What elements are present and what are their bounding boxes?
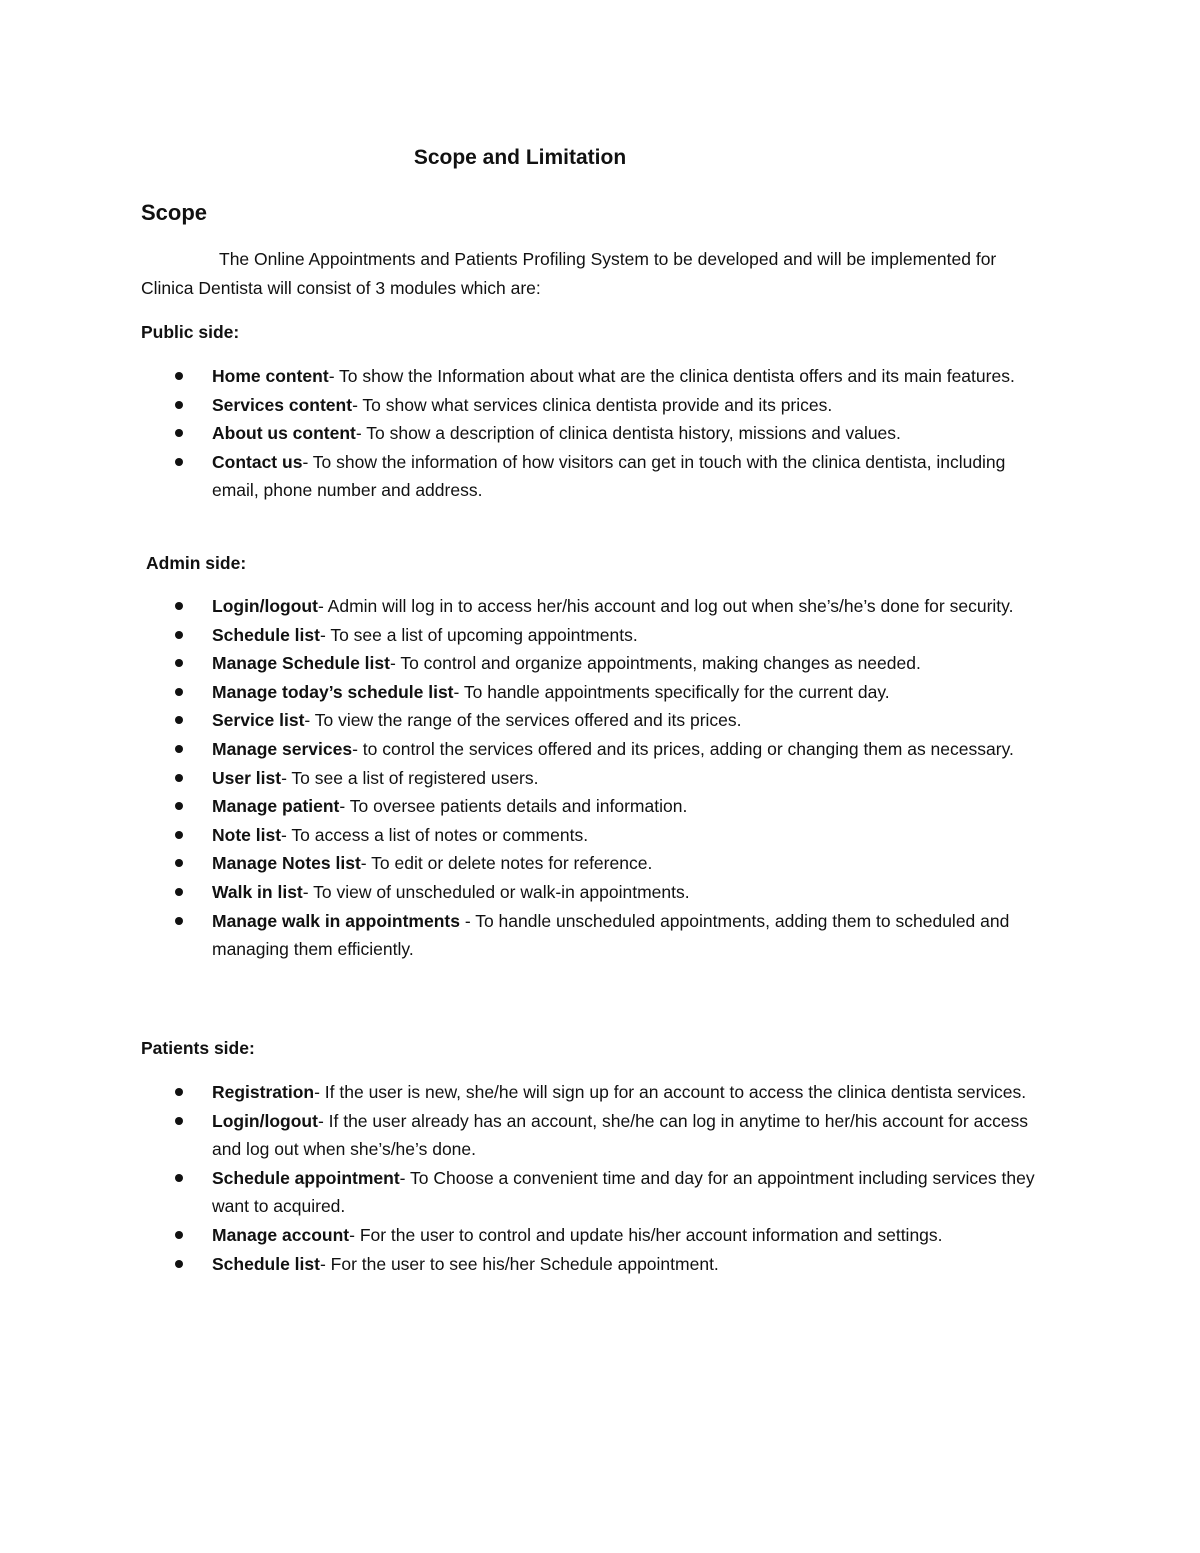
item-description: - To show a description of clinica dentista history, missions and values. <box>355 423 901 444</box>
item-term: Schedule list <box>212 1253 320 1274</box>
group-heading-admin: Admin side: <box>146 553 247 573</box>
bullet-icon <box>175 1231 183 1239</box>
list-item <box>0 1078 1052 1107</box>
list-item <box>0 678 1052 707</box>
bullet-icon <box>175 1174 183 1182</box>
item-description: - To show the information of how visitors can get in touch with the clinica dentista, including email, phone number and address. <box>212 451 1006 501</box>
item-description: - To handle appointments specifically for the current day. <box>453 681 890 702</box>
item-term: Walk in list <box>212 881 303 902</box>
item-description: - To edit or delete notes for reference. <box>360 853 653 874</box>
bullet-icon <box>175 859 183 867</box>
bullet-icon <box>175 802 183 810</box>
bullet-icon <box>175 458 183 466</box>
bullet-icon <box>175 688 183 696</box>
group-heading-public: Public side: <box>141 322 240 342</box>
bullet-icon <box>175 401 183 409</box>
group-heading-patients: Patients side: <box>141 1038 255 1058</box>
item-description: - If the user is new, she/he will sign up for an account to access the clinica dentista services. <box>314 1082 1027 1102</box>
list-item <box>0 735 1052 764</box>
bullet-icon <box>175 1117 183 1125</box>
item-term: Manage account <box>212 1224 350 1245</box>
list-item <box>0 362 1052 391</box>
item-description: - Admin will log in to access her/his account and log out when she’s/he’s done for security. <box>317 596 1014 616</box>
item-term: Schedule list <box>212 624 320 645</box>
item-description: - To oversee patients details and information. <box>339 796 688 817</box>
list-item <box>0 764 1052 793</box>
bullet-icon <box>175 774 183 782</box>
item-term: Login/logout <box>212 596 318 616</box>
public-side-list <box>0 362 1060 505</box>
item-term: Manage Schedule list <box>212 653 390 674</box>
item-term: Login/logout <box>212 1110 318 1131</box>
item-description: - To access a list of notes or comments. <box>281 824 589 845</box>
item-description: - For the user to control and update his/her account information and settings. <box>349 1224 943 1245</box>
bullet-icon <box>175 429 183 437</box>
list-item <box>0 1221 1052 1250</box>
item-description: - To control and organize appointments, making changes as needed. <box>389 653 921 674</box>
item-description: - To show what services clinica dentista provide and its prices. <box>352 394 833 415</box>
item-description: - To Choose a convenient time and day for an appointment including services they want to acquired. <box>212 1167 1035 1217</box>
list-item <box>0 621 1052 650</box>
item-term: Manage patient <box>212 796 340 817</box>
item-term: Home content <box>212 366 329 386</box>
list-item <box>0 849 1052 878</box>
item-description: - To view the range of the services offered and its prices. <box>304 710 742 731</box>
patients-side-list <box>0 1078 1060 1278</box>
list-item <box>0 1107 1052 1164</box>
list-item <box>0 391 1052 420</box>
item-term: Schedule appointment <box>212 1167 400 1188</box>
document-title: Scope and Limitation <box>413 146 627 169</box>
item-description: - To see a list of registered users. <box>281 767 539 788</box>
item-description: - To show the Information about what are the clinica dentista offers and its main features. <box>328 366 1015 386</box>
bullet-icon <box>175 745 183 753</box>
item-description: - To see a list of upcoming appointments. <box>319 624 638 645</box>
item-term: Note list <box>212 824 282 845</box>
bullet-icon <box>175 917 183 925</box>
item-term: Manage walk in appointments <box>212 910 460 931</box>
list-item <box>0 448 1052 505</box>
bullet-icon <box>175 716 183 724</box>
list-item <box>0 419 1052 448</box>
bullet-icon <box>175 1260 183 1268</box>
admin-side-list <box>0 592 1060 964</box>
item-term: Registration <box>212 1082 315 1102</box>
item-term: Service list <box>212 710 305 731</box>
intro-paragraph: The Online Appointments and Patients Profiling System to be developed and will be implemented for Clinica Dentista will consist of 3 modules which are: <box>141 249 997 298</box>
list-item <box>0 706 1052 735</box>
item-description: - If the user already has an account, she/he can log in anytime to her/his account for access and log out when she’s/he’s done. <box>212 1110 1029 1160</box>
item-description: - To handle unscheduled appointments, adding them to scheduled and managing them efficiently. <box>212 910 1010 960</box>
item-term: Services content <box>212 394 353 415</box>
bullet-icon <box>175 1088 183 1096</box>
section-heading-scope: Scope <box>141 200 208 225</box>
bullet-icon <box>175 888 183 896</box>
bullet-icon <box>175 631 183 639</box>
list-item <box>0 1164 1052 1221</box>
bullet-icon <box>175 831 183 839</box>
bullet-icon <box>175 372 183 380</box>
item-term: Contact us <box>212 451 303 472</box>
list-item <box>0 649 1052 678</box>
item-term: Manage today’s schedule list <box>212 681 454 702</box>
item-term: Manage services <box>212 738 353 759</box>
list-item <box>0 1250 1052 1279</box>
list-item <box>0 821 1052 850</box>
item-term: About us content <box>212 423 356 444</box>
list-item <box>0 907 1052 964</box>
list-item <box>0 592 1052 621</box>
list-item <box>0 792 1052 821</box>
item-description: - to control the services offered and its prices, adding or changing them as necessary. <box>352 738 1014 759</box>
item-term: User list <box>212 767 282 788</box>
bullet-icon <box>175 659 183 667</box>
item-term: Manage Notes list <box>212 853 361 874</box>
item-description: - For the user to see his/her Schedule appointment. <box>319 1253 719 1274</box>
item-description: - To view of unscheduled or walk-in appointments. <box>302 881 690 902</box>
bullet-icon <box>175 602 183 610</box>
list-item <box>0 878 1052 907</box>
